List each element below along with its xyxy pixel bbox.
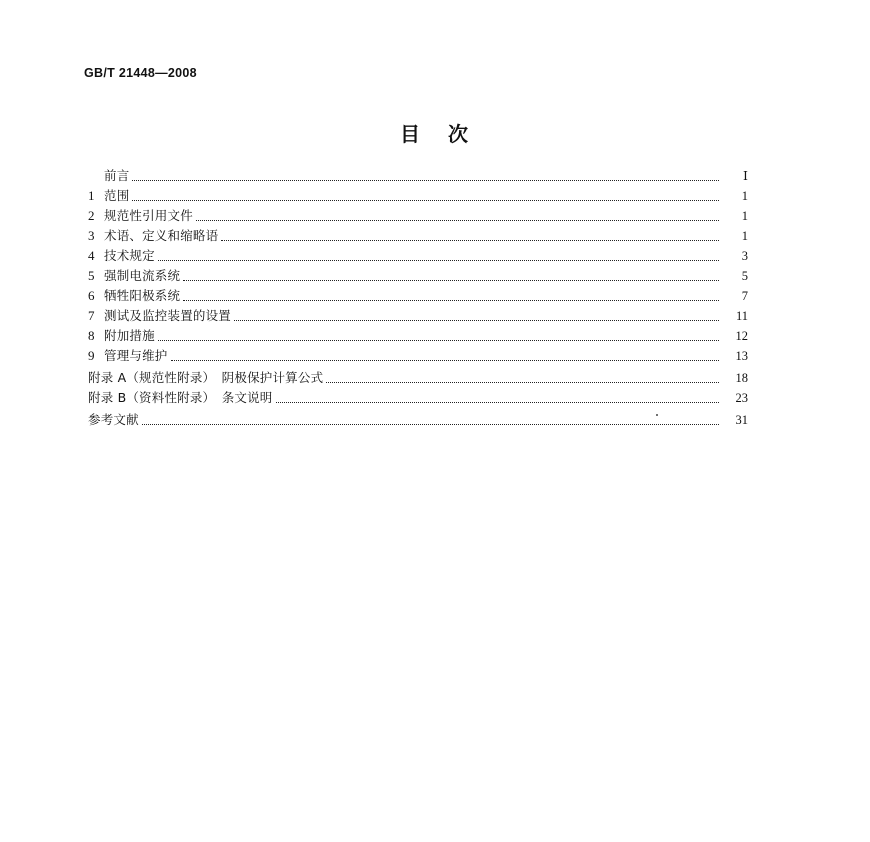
toc-item-number: 5 — [88, 268, 95, 283]
toc-item-label: 牺牲阳极系统 — [104, 288, 181, 303]
page-title — [0, 118, 870, 147]
leader-dots — [142, 415, 719, 429]
toc-item-page: 1 — [741, 189, 748, 203]
toc-item-page: 13 — [735, 349, 748, 363]
toc-item-page: 1 — [741, 229, 748, 243]
list-item — [88, 306, 748, 326]
toc-item-page: 23 — [735, 391, 748, 405]
leader-dots — [171, 351, 719, 365]
leader-dots — [326, 373, 719, 387]
list-item — [88, 186, 748, 206]
leader-dots — [183, 271, 719, 285]
toc-item-label: 附加措施 — [104, 328, 155, 343]
page-title-right: 次 — [448, 122, 470, 146]
toc-item-label: 参考文献 — [88, 412, 139, 427]
toc-item-label: 前言 — [104, 168, 130, 183]
list-item — [88, 368, 748, 388]
toc-item-label: 范围 — [104, 188, 130, 203]
standard-number: GB/T 21448—2008 — [84, 66, 197, 80]
toc-item-number: 4 — [88, 248, 95, 263]
list-item — [88, 346, 748, 366]
toc-item-number: 8 — [88, 328, 95, 343]
toc-item-label: 规范性引用文件 — [104, 208, 193, 223]
table-of-contents — [88, 166, 748, 430]
toc-item-page: 5 — [741, 269, 748, 283]
list-item — [88, 206, 748, 226]
leader-dots — [196, 211, 719, 225]
list-item — [88, 286, 748, 306]
toc-item-page: 18 — [735, 371, 748, 385]
leader-dots — [132, 171, 719, 185]
toc-item-number: 6 — [88, 288, 95, 303]
toc-item-label: 强制电流系统 — [104, 268, 181, 283]
page-title-left: 目 — [400, 122, 422, 146]
list-item — [88, 388, 748, 408]
list-item — [88, 246, 748, 266]
toc-item-label: 技术规定 — [104, 248, 155, 263]
list-item — [88, 166, 748, 186]
toc-item-number: 2 — [88, 208, 95, 223]
toc-item-page: 31 — [735, 413, 748, 427]
list-item — [88, 410, 748, 430]
toc-item-page: 3 — [741, 249, 748, 263]
toc-item-page: 7 — [741, 289, 748, 303]
list-item — [88, 266, 748, 286]
leader-dots — [158, 331, 719, 345]
leader-dots — [276, 393, 720, 407]
toc-item-page: Ⅰ — [743, 169, 748, 183]
toc-item-page: 1 — [741, 209, 748, 223]
leader-dots — [221, 231, 719, 245]
toc-item-label: 测试及监控装置的设置 — [104, 308, 232, 323]
toc-item-label: 管理与维护 — [104, 348, 168, 363]
list-item — [88, 226, 748, 246]
leader-dots — [132, 191, 719, 205]
leader-dots — [158, 251, 719, 265]
leader-dots — [234, 311, 719, 325]
toc-item-number: 9 — [88, 348, 95, 363]
list-item — [88, 326, 748, 346]
toc-item-label: 附录 A（规范性附录） 阴极保护计算公式 — [88, 370, 324, 385]
toc-item-label: 附录 B（资料性附录） 条文说明 — [88, 390, 273, 405]
toc-item-page: 11 — [735, 309, 748, 323]
toc-item-page: 12 — [735, 329, 748, 343]
toc-item-number: 3 — [88, 228, 95, 243]
leader-dots — [183, 291, 719, 305]
toc-item-number: 1 — [88, 188, 95, 203]
toc-item-label: 术语、定义和缩略语 — [104, 228, 219, 243]
toc-item-number: 7 — [88, 308, 95, 323]
scan-artifact-dot — [656, 414, 658, 416]
